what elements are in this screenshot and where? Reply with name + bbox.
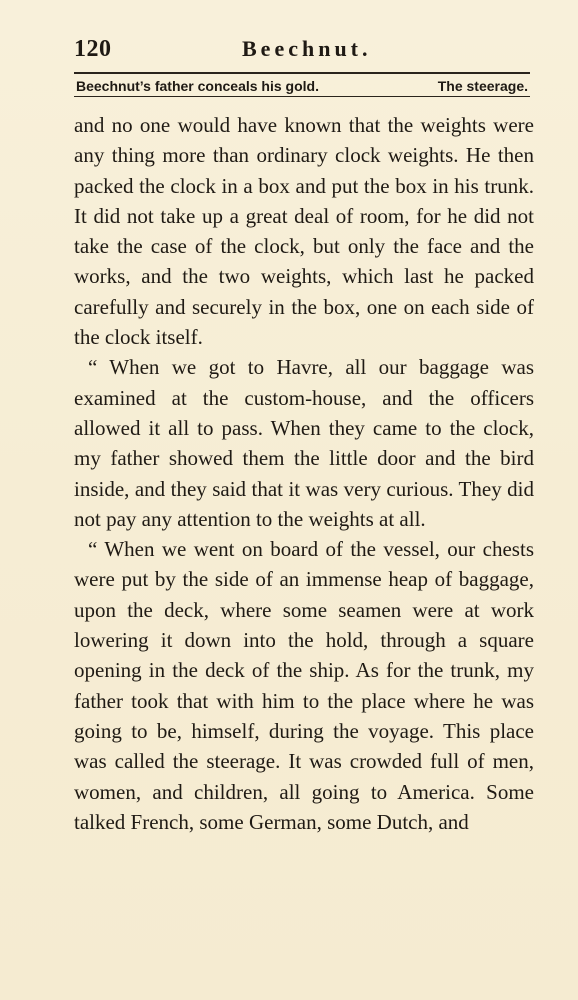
page-summary: [74, 76, 530, 96]
paragraph-1: and no one would have known that the weights were any thing more than ordinary clock weights. He then packed the clock in a box and put the box in his trunk. It did not take up a great deal of room, for he did not take the case of the clock, but only the face and the works, and the two weights, which last he packed carefully and securely in the box, one on each side of the clock itself.: [74, 113, 534, 350]
header-rule-top: [74, 72, 530, 74]
paragraph-3: “ When we went on board of the vessel, our chests were put by the side of an immense heap of baggage, upon the deck, where some seamen were at work lowering it down into the hold, through a square opening in the deck of the ship. As for the trunk, my father took that with him to the place where he was going to be, himself, during the voyage. This place was called the steerage. It was crowded full of men, women, and children, all going to America. Some talked French, some German, some Dutch, and: [74, 537, 534, 834]
page-header: [74, 36, 530, 70]
header-rule-bottom: [74, 96, 530, 97]
summary-left: Beechnut’s father conceals his gold.: [76, 78, 319, 94]
page-number: 120: [74, 36, 112, 62]
body-text: [74, 110, 534, 837]
summary-right: The steerage.: [437, 78, 528, 94]
paragraph-2: “ When we got to Havre, all our baggage was examined at the custom-house, and the officers allowed it all to pass. When they came to the clock, my father showed them the little door and the bird inside, and they said that it was very curious. They did not pay any attention to the weights at all.: [74, 355, 534, 531]
running-title: Beechnut.: [242, 36, 372, 61]
